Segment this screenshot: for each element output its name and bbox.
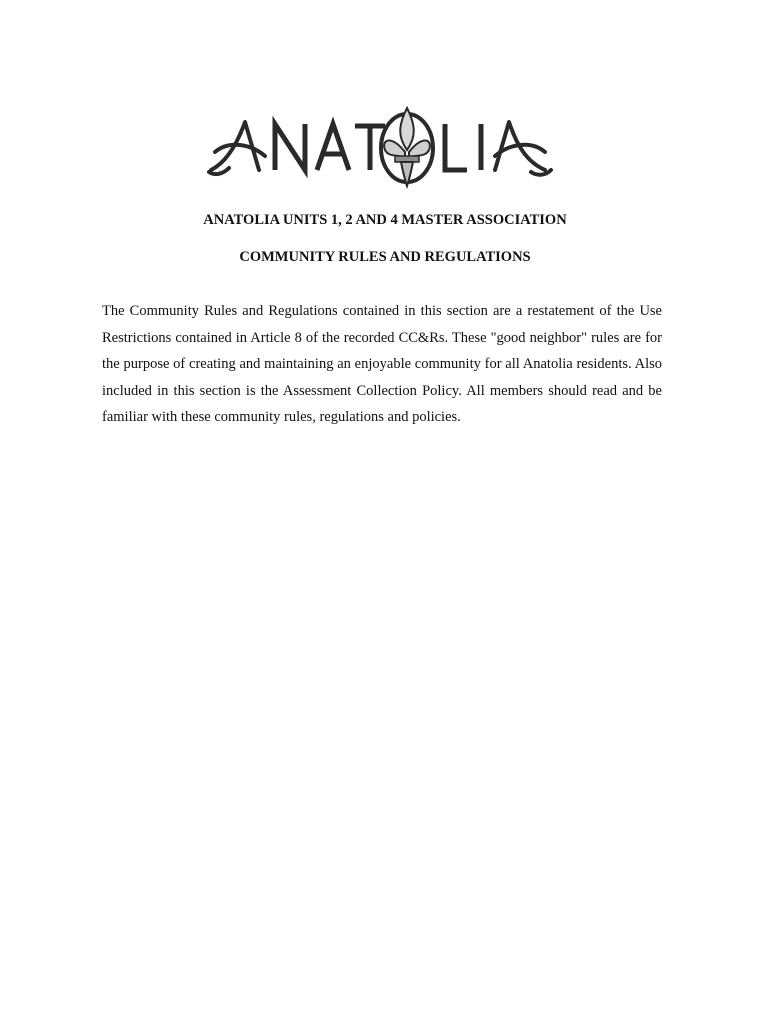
- document-subtitle: COMMUNITY RULES AND REGULATIONS: [239, 249, 531, 265]
- logo-letter-a-right: [495, 122, 551, 175]
- logo-letter-l: [445, 124, 467, 170]
- logo-letter-a: [317, 124, 349, 170]
- intro-paragraph: The Community Rules and Regulations contained in this section are a restatement of the Use Restrictions contained in Article 8 of the recorded CC&Rs. These "good neighbor" rules are for the purpose of creating and maintaining an enjoyable community for all Anatolia residents. Also included in this section is the Assessment Collection Policy. All members should read and be familiar with these community rules, regulations and policies.: [102, 303, 662, 425]
- document-title: ANATOLIA UNITS 1, 2 AND 4 MASTER ASSOCIATION: [203, 212, 567, 228]
- anatolia-logo: [205, 100, 555, 192]
- fleur-de-lis-icon: [381, 108, 433, 186]
- logo-letter-a-left: [209, 122, 265, 174]
- logo-letter-n: [275, 124, 305, 170]
